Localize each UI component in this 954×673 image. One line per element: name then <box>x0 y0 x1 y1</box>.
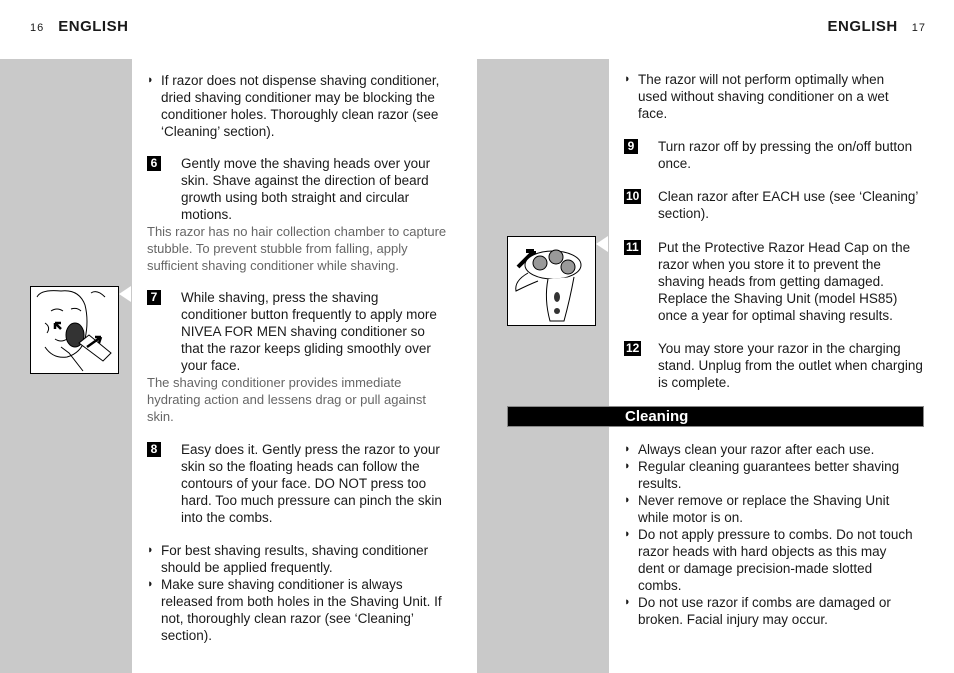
cleaning-heading-text: Cleaning <box>625 408 689 425</box>
razor-icon <box>508 237 595 325</box>
bullet-item: ◗ The razor will not perform optimally when used without shaving conditioner on a wet face. <box>624 71 914 122</box>
right-margin-panel <box>477 59 609 673</box>
bullet-item: ◗ Never remove or replace the Shaving Unit while motor is on. <box>624 492 916 526</box>
step-6 <box>147 155 447 274</box>
step-number-badge: 8 <box>147 442 161 457</box>
razor-cap-illustration <box>507 236 596 326</box>
illustration-pointer <box>119 286 131 302</box>
step-10 <box>624 188 926 222</box>
right-page-number: 17 <box>911 22 926 34</box>
step-11 <box>624 239 924 324</box>
right-intro-bullet <box>624 71 914 122</box>
illustration-pointer <box>596 236 608 252</box>
shaving-face-illustration <box>30 286 119 374</box>
step-note: The shaving conditioner provides immediate hydrating action and lessens drag or pull against skin. <box>147 375 426 424</box>
bullet-item: ◗ Regular cleaning guarantees better shaving results. <box>624 458 916 492</box>
cleaning-section-heading <box>507 406 924 427</box>
step-number-badge: 9 <box>624 139 638 154</box>
face-shaving-icon <box>31 287 118 373</box>
step-7 <box>147 289 447 425</box>
step-text: While shaving, press the shaving conditioner button frequently to apply more NIVEA FOR MEN shaving conditioner so that the razor keeps gliding smoothly over your face. <box>181 290 437 373</box>
left-page-number: 16 <box>30 22 45 34</box>
step-number-badge: 10 <box>626 189 640 203</box>
right-page-language: ENGLISH <box>827 18 898 35</box>
step-text: Turn razor off by pressing the on/off button once. <box>658 139 913 171</box>
bullet-item: ◗ For best shaving results, shaving conditioner should be applied frequently. <box>147 542 447 576</box>
right-page-header <box>828 18 926 35</box>
step-number-badge: 6 <box>147 156 161 171</box>
step-text: You may store your razor in the charging stand. Unplug from the outlet when charging is complete. <box>658 341 923 390</box>
bullet-item: ◗ Always clean your razor after each use. <box>624 441 916 458</box>
bullet-item: ◗ Do not use razor if combs are damaged or broken. Facial injury may occur. <box>624 594 916 628</box>
step-text: Clean razor after EACH use (see ‘Cleaning’ section). <box>658 189 918 221</box>
step-number-badge: 12 <box>626 341 640 355</box>
left-page-header <box>30 18 128 35</box>
left-page-language: ENGLISH <box>58 18 129 35</box>
left-intro-bullet <box>147 72 452 140</box>
step-number-badge: 7 <box>147 290 161 305</box>
step-note: This razor has no hair collection chamber to capture stubble. To prevent stubble from falling, apply sufficient shaving conditioner while shaving. <box>147 224 447 273</box>
step-text: Put the Protective Razor Head Cap on the razor when you store it to prevent the shaving heads from getting damaged. Replace the Shaving Unit (model HS85) once a year for optimal shaving results. <box>658 240 911 323</box>
step-text: Easy does it. Gently press the razor to your skin so the floating heads can follow the contours of your face. DO NOT press too hard. Too much pressure can pinch the skin into the combs. <box>181 442 442 525</box>
step-9 <box>624 138 924 172</box>
cleaning-bullets <box>624 441 916 628</box>
step-number-badge: 11 <box>626 240 639 254</box>
step-12 <box>624 340 924 391</box>
step-text: Gently move the shaving heads over your skin. Shave against the direction of beard growth using both straight and circular motions. <box>181 156 431 222</box>
left-end-bullets <box>147 542 447 644</box>
step-8 <box>147 441 447 526</box>
bullet-item: ◗ Do not apply pressure to combs. Do not touch razor heads with hard objects as this may dent or damage precision-made slotted combs. <box>624 526 916 594</box>
bullet-item: ◗ Make sure shaving conditioner is always released from both holes in the Shaving Unit. If not, thoroughly clean razor (see ‘Cleaning’ section). <box>147 576 447 644</box>
bullet-item: ◗ If razor does not dispense shaving conditioner, dried shaving conditioner may be blocking the conditioner holes. Thoroughly clean razor (see ‘Cleaning’ section). <box>147 72 452 140</box>
